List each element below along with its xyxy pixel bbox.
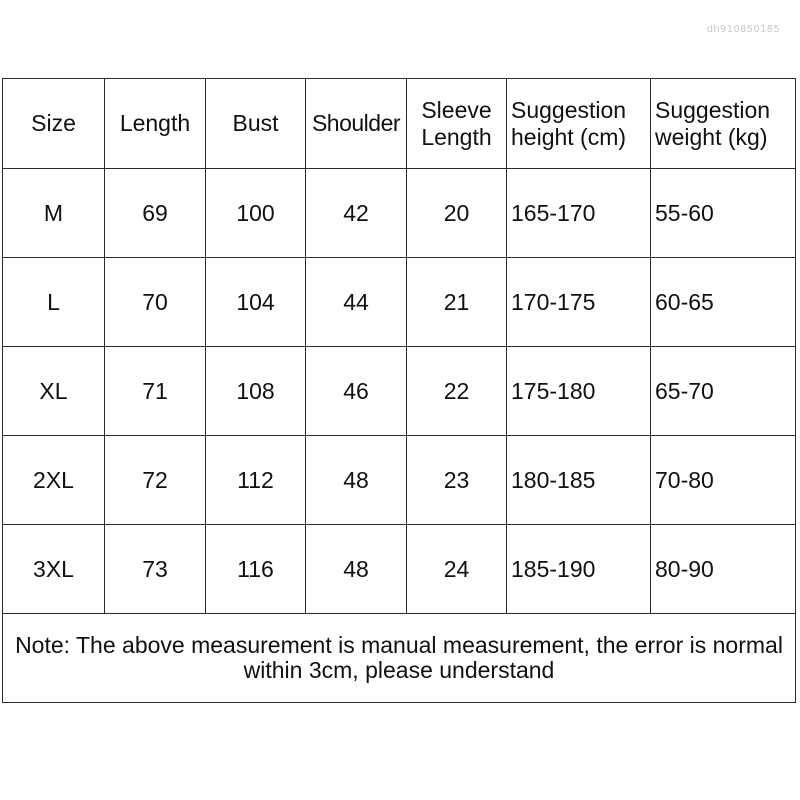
header-row	[3, 79, 796, 169]
table-row	[3, 169, 796, 258]
cell-length: 71	[105, 347, 206, 436]
cell-bust: 108	[206, 347, 306, 436]
cell-suggestion-weight: 80-90	[651, 525, 796, 614]
cell-suggestion-weight: 60-65	[651, 258, 796, 347]
cell-length: 70	[105, 258, 206, 347]
table-row	[3, 258, 796, 347]
cell-sleeve-length: 20	[407, 169, 507, 258]
cell-suggestion-height: 180-185	[507, 436, 651, 525]
table-row	[3, 436, 796, 525]
cell-shoulder: 42	[306, 169, 407, 258]
cell-suggestion-height: 170-175	[507, 258, 651, 347]
cell-bust: 104	[206, 258, 306, 347]
table-row	[3, 347, 796, 436]
cell-size: 3XL	[3, 525, 105, 614]
cell-length: 72	[105, 436, 206, 525]
cell-bust: 116	[206, 525, 306, 614]
cell-size: L	[3, 258, 105, 347]
cell-suggestion-weight: 70-80	[651, 436, 796, 525]
cell-suggestion-weight: 65-70	[651, 347, 796, 436]
cell-bust: 112	[206, 436, 306, 525]
cell-size: 2XL	[3, 436, 105, 525]
header-length: Length	[105, 79, 206, 169]
cell-bust: 100	[206, 169, 306, 258]
cell-shoulder: 48	[306, 525, 407, 614]
cell-suggestion-height: 185-190	[507, 525, 651, 614]
cell-suggestion-weight: 55-60	[651, 169, 796, 258]
header-suggestion-weight: Suggestion weight (kg)	[651, 79, 796, 169]
header-bust: Bust	[206, 79, 306, 169]
size-chart-table	[2, 78, 796, 703]
watermark-text: dh910850185	[706, 24, 780, 35]
cell-length: 69	[105, 169, 206, 258]
cell-shoulder: 48	[306, 436, 407, 525]
cell-sleeve-length: 22	[407, 347, 507, 436]
cell-suggestion-height: 175-180	[507, 347, 651, 436]
cell-length: 73	[105, 525, 206, 614]
table-row	[3, 525, 796, 614]
cell-sleeve-length: 24	[407, 525, 507, 614]
measurement-note: Note: The above measurement is manual measurement, the error is normal within 3cm, please understand	[3, 614, 796, 703]
header-shoulder: Shoulder	[306, 79, 407, 169]
cell-size: M	[3, 169, 105, 258]
cell-sleeve-length: 23	[407, 436, 507, 525]
cell-suggestion-height: 165-170	[507, 169, 651, 258]
cell-shoulder: 46	[306, 347, 407, 436]
note-row	[3, 614, 796, 703]
header-sleeve-length: Sleeve Length	[407, 79, 507, 169]
header-suggestion-height: Suggestion height (cm)	[507, 79, 651, 169]
cell-size: XL	[3, 347, 105, 436]
header-size: Size	[3, 79, 105, 169]
cell-sleeve-length: 21	[407, 258, 507, 347]
cell-shoulder: 44	[306, 258, 407, 347]
